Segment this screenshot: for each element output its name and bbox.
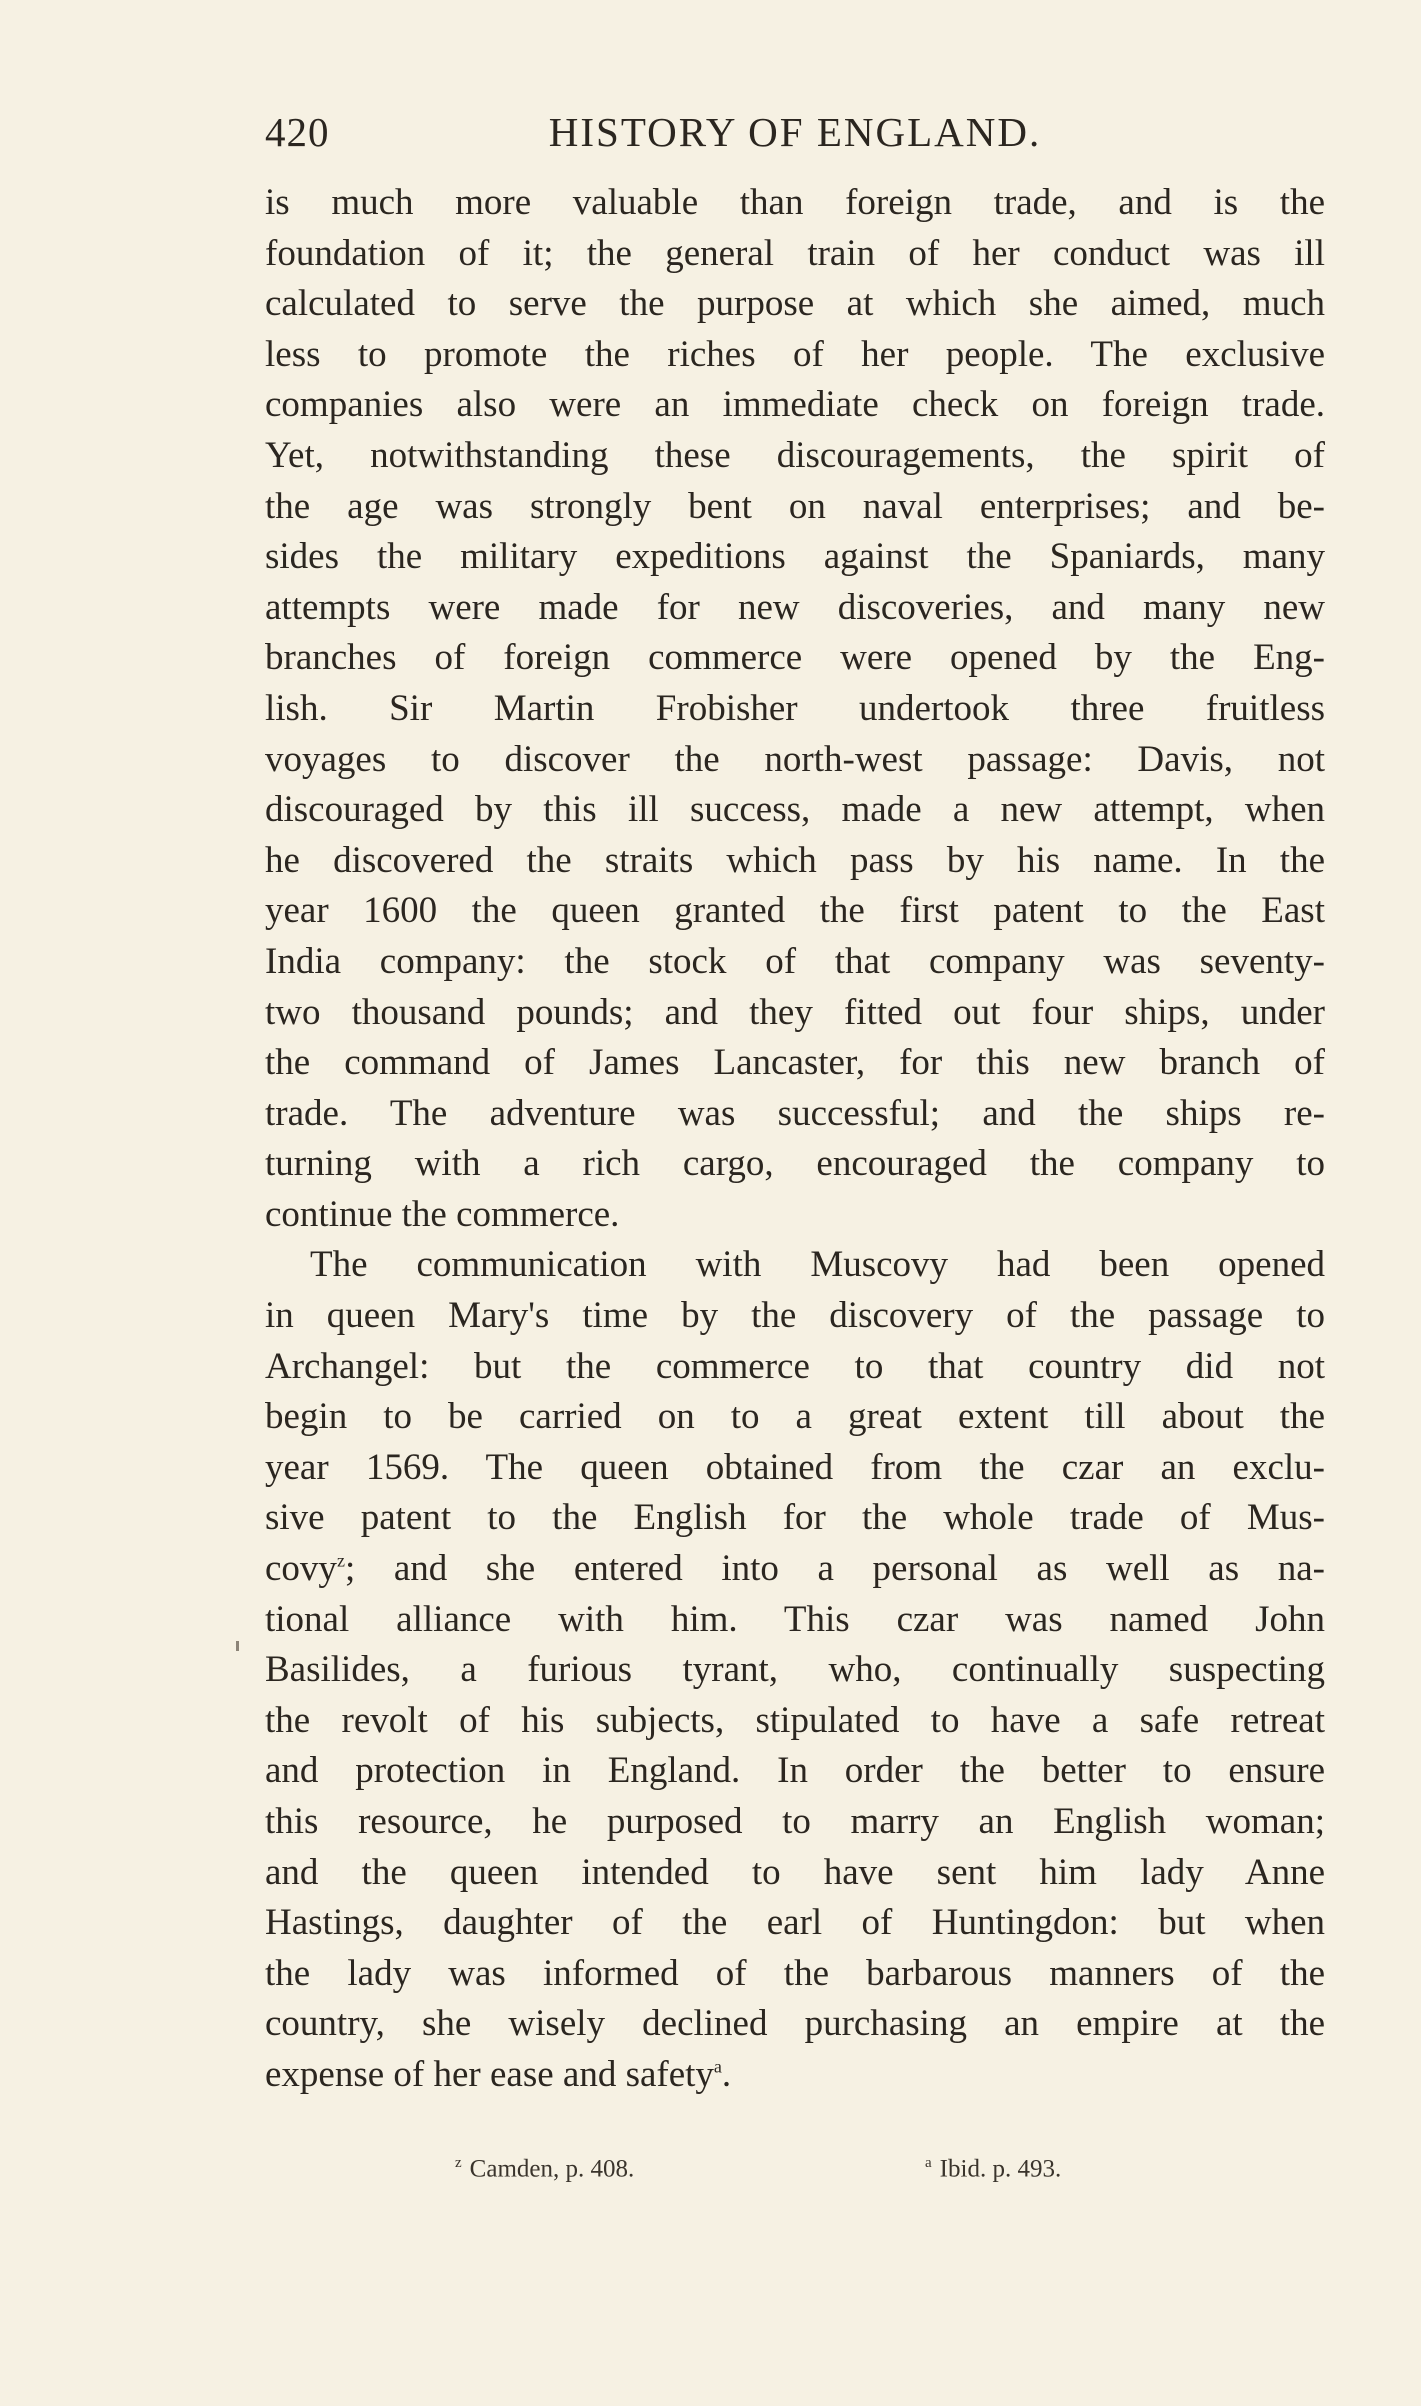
line-segment: . — [721, 2053, 732, 2095]
footnote-marker: a — [925, 2155, 932, 2171]
text-line: sides the military expeditions against the Spaniards, many — [265, 536, 1325, 578]
text-line-with-note — [265, 2050, 1325, 2101]
line-segment: covy — [265, 1548, 337, 1590]
running-title: HISTORY OF ENGLAND. — [548, 109, 1042, 155]
text-line: discouraged by this ill success, made a new attempt, when — [265, 789, 1325, 831]
text-line: the command of James Lancaster, for this new branch of — [265, 1042, 1325, 1084]
text-line: lish. Sir Martin Frobisher undertook three fruitless — [265, 687, 1325, 729]
text-line: sive patent to the English for the whole trade of Mus- — [265, 1497, 1325, 1539]
text-line: companies also were an immediate check on foreign trade. — [265, 384, 1325, 426]
text-line: tional alliance with him. This czar was named John — [265, 1598, 1325, 1640]
text-line: year 1569. The queen obtained from the czar an exclu- — [265, 1446, 1325, 1488]
page-number: 420 — [265, 109, 330, 155]
body-text — [265, 178, 1325, 2101]
text-line-with-note — [265, 1544, 1325, 1595]
footnote-text: Ibid. p. 493. — [939, 2155, 1062, 2183]
running-head — [265, 108, 1325, 168]
text-line: Basilides, a furious tyrant, who, continually suspecting — [265, 1649, 1325, 1691]
footnote-marker: z — [455, 2155, 462, 2171]
text-line: foundation of it; the general train of her conduct was ill — [265, 232, 1325, 274]
paragraph-start-line: The communication with Muscovy had been opened — [310, 1244, 1325, 1286]
text-line: Archangel: but the commerce to that country did not — [265, 1345, 1325, 1387]
margin-mark — [236, 1641, 239, 1651]
text-line: Yet, notwithstanding these discouragements, the spirit of — [265, 434, 1325, 476]
text-line: India company: the stock of that company was seventy- — [265, 940, 1325, 982]
text-line: calculated to serve the purpose at which she aimed, much — [265, 283, 1325, 325]
text-line: continue the commerce. — [265, 1193, 620, 1235]
text-line: less to promote the riches of her people. The exclusive — [265, 333, 1325, 375]
text-line: year 1600 the queen granted the first patent to the East — [265, 890, 1325, 932]
text-line: two thousand pounds; and they fitted out four ships, under — [265, 991, 1325, 1033]
text-line: and the queen intended to have sent him lady Anne — [265, 1851, 1325, 1893]
text-line: in queen Mary's time by the discovery of the passage to — [265, 1295, 1325, 1337]
text-line: attempts were made for new discoveries, and many new — [265, 586, 1325, 628]
footnote-ref: z — [336, 1550, 345, 1571]
text-line: this resource, he purposed to marry an English woman; — [265, 1801, 1325, 1842]
footnote-ref: a — [713, 2056, 722, 2077]
text-line: the revolt of his subjects, stipulated to have a safe retreat — [265, 1699, 1325, 1741]
footnote — [455, 2155, 634, 2183]
text-line: begin to be carried on to a great extent till about the — [265, 1396, 1325, 1438]
text-line: Hastings, daughter of the earl of Huntingdon: but when — [265, 1902, 1325, 1944]
line-segment: expense of her ease and safety — [265, 2053, 714, 2095]
text-line: turning with a rich cargo, encouraged the company to — [265, 1143, 1325, 1185]
text-line: voyages to discover the north-west passage: Davis, not — [265, 738, 1325, 780]
text-line: he discovered the straits which pass by his name. In the — [265, 839, 1325, 881]
line-segment: ; and she entered into a personal as well as na- — [344, 1548, 1325, 1590]
footnotes — [0, 2155, 1421, 2195]
text-line: branches of foreign commerce were opened by the Eng- — [265, 637, 1325, 679]
text-line: country, she wisely declined purchasing an empire at the — [265, 2003, 1325, 2045]
text-line: is much more valuable than foreign trade, and is the — [265, 182, 1325, 223]
text-line: trade. The adventure was successful; and the ships re- — [265, 1092, 1325, 1134]
text-line: the age was strongly bent on naval enterprises; and be- — [265, 485, 1325, 527]
footnote — [925, 2155, 1061, 2183]
footnote-text: Camden, p. 408. — [469, 2155, 635, 2183]
text-line: and protection in England. In order the better to ensure — [265, 1750, 1325, 1792]
text-line: the lady was informed of the barbarous manners of the — [265, 1952, 1325, 1994]
